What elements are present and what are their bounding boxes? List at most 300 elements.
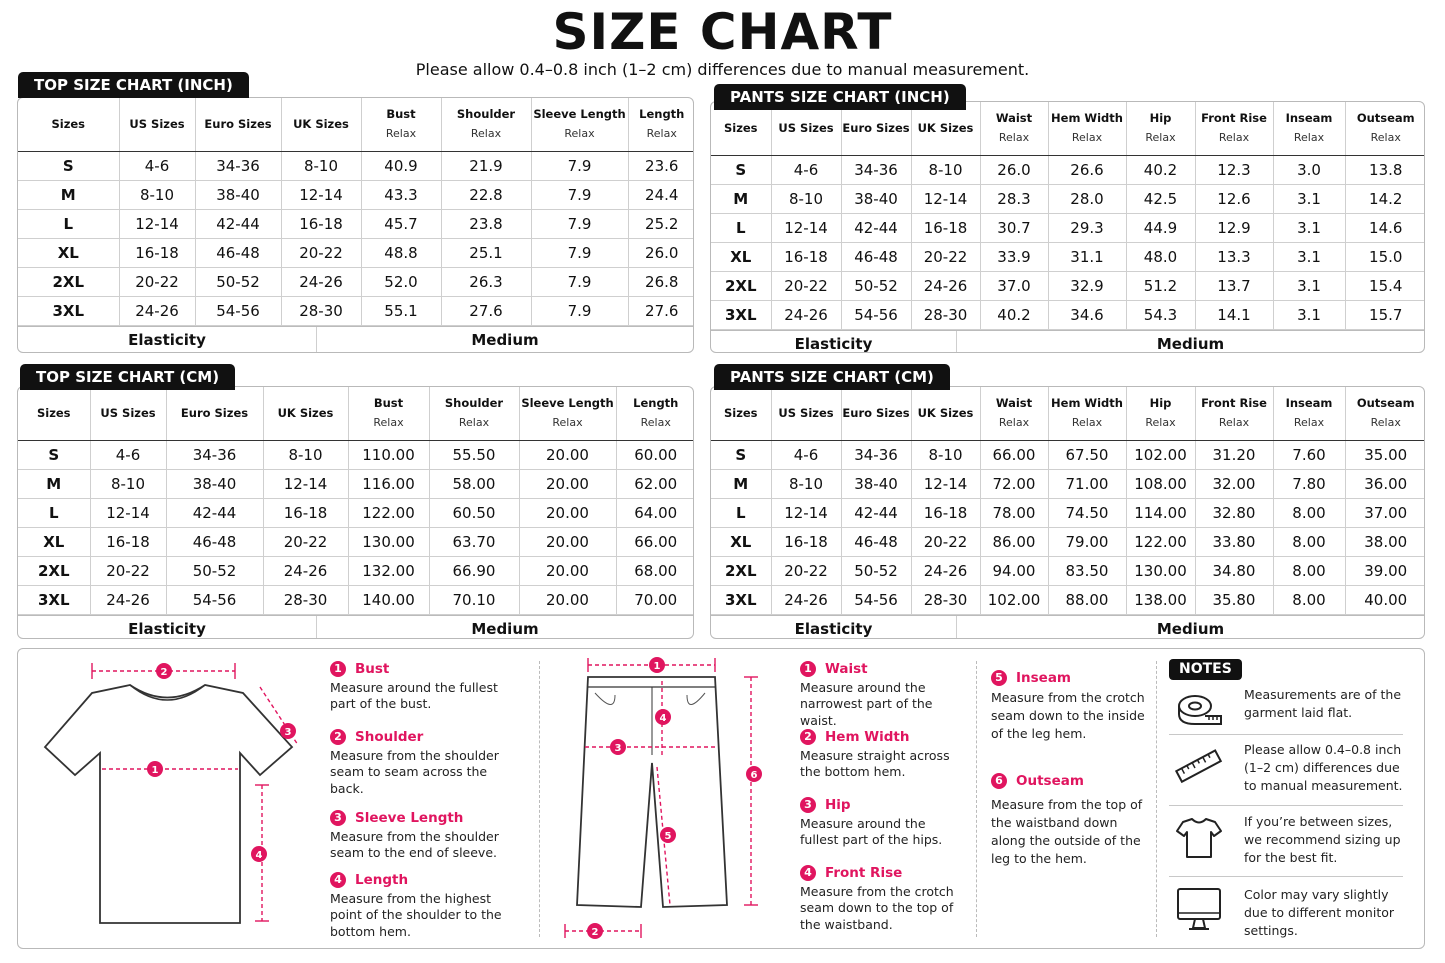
measure-badge-label: 2 [591, 927, 599, 938]
table-cell: 34-36 [195, 151, 281, 180]
column-header-sub: Relax [646, 127, 677, 141]
pants-diagram [555, 655, 765, 945]
column-header [441, 98, 531, 151]
table-cell: 52.0 [361, 267, 441, 296]
column-header [1345, 102, 1425, 155]
column-header-label: Euro Sizes [842, 120, 910, 135]
table-cell: 20-22 [911, 527, 980, 556]
table-cell: XL [18, 527, 90, 556]
measure-title: Shoulder [355, 729, 424, 745]
column-header-label: Front Rise [1201, 111, 1267, 126]
column-header [18, 98, 119, 151]
column-header-label: Hem Width [1051, 111, 1123, 126]
table-cell: 4-6 [90, 440, 166, 469]
table-row [711, 213, 1425, 242]
column-header [166, 387, 263, 440]
top-inch-tab: TOP SIZE CHART (INCH) [18, 72, 249, 98]
table-cell: 7.9 [531, 151, 628, 180]
table-cell: 46-48 [166, 527, 263, 556]
table-cell: 12-14 [90, 498, 166, 527]
measure-badge-label: 4 [659, 713, 667, 724]
table-row [711, 271, 1425, 300]
column-header-label: Bust [386, 107, 416, 122]
column-header-label: Sizes [51, 116, 86, 131]
table-cell: 32.80 [1195, 498, 1273, 527]
measure-title: Sleeve Length [355, 810, 464, 826]
column-header-sub: Relax [564, 127, 595, 141]
table-cell: 15.7 [1345, 300, 1425, 329]
table-cell: 2XL [711, 556, 771, 585]
table-cell: 102.00 [1126, 440, 1195, 469]
table-cell: 8.00 [1273, 498, 1345, 527]
table-cell: 45.7 [361, 209, 441, 238]
table-cell: 13.8 [1345, 155, 1425, 184]
badge: 1 [330, 661, 346, 677]
table-row [18, 440, 694, 469]
table-cell: 43.3 [361, 180, 441, 209]
table-cell: 40.9 [361, 151, 441, 180]
column-header-sub: Relax [640, 416, 671, 430]
divider [1169, 734, 1403, 735]
table-cell: 54-56 [841, 300, 911, 329]
column-header [18, 387, 90, 440]
column-header-sub: Relax [1145, 416, 1176, 430]
column-header-sub: Relax [1071, 131, 1103, 145]
table-cell: 3XL [711, 585, 771, 614]
table-cell: 50-52 [166, 556, 263, 585]
table-row [711, 469, 1425, 498]
column-header-sub: Relax [1370, 416, 1401, 430]
table-cell: 42-44 [195, 209, 281, 238]
note-text: If you’re between sizes, we recommend sizing up for the best fit. [1244, 814, 1401, 865]
table-cell: 8-10 [911, 440, 980, 469]
table-cell: 3.1 [1273, 300, 1345, 329]
table-row [711, 585, 1425, 614]
table-cell: 83.50 [1048, 556, 1126, 585]
table-cell: L [711, 498, 771, 527]
measure-title: Bust [355, 661, 390, 677]
table-cell: 33.9 [980, 242, 1048, 271]
column-header-sub: Relax [385, 127, 417, 141]
divider [976, 661, 977, 937]
table-cell: 38-40 [166, 469, 263, 498]
note-item [1169, 886, 1409, 948]
table-cell: 24-26 [281, 267, 361, 296]
elasticity-value: Medium [1156, 620, 1225, 638]
column-header-label: Hip [1149, 111, 1172, 126]
column-header [1195, 102, 1273, 155]
column-header-sub: Relax [1071, 416, 1103, 430]
table-cell: 8-10 [263, 440, 348, 469]
column-header-label: Outseam [1356, 396, 1415, 411]
table-cell: 34-36 [841, 155, 911, 184]
table-cell: 3.0 [1273, 155, 1345, 184]
elasticity-label: Elasticity [711, 616, 957, 640]
column-header-sub: Relax [1370, 131, 1401, 145]
divider [1169, 876, 1403, 877]
table-header-row [711, 387, 1425, 440]
measure-note-hem-width [800, 729, 960, 781]
table-cell: 38-40 [841, 184, 911, 213]
table-cell: 102.00 [980, 585, 1048, 614]
table-cell: 34.6 [1048, 300, 1126, 329]
table-cell: 20-22 [90, 556, 166, 585]
table-cell: 54.3 [1126, 300, 1195, 329]
table-cell: 140.00 [348, 585, 429, 614]
table-cell: XL [711, 527, 771, 556]
badge: 4 [800, 865, 816, 881]
table-cell: 50-52 [841, 271, 911, 300]
table-cell: 78.00 [980, 498, 1048, 527]
table-cell: L [18, 209, 119, 238]
table-cell: 24-26 [771, 300, 841, 329]
page-subtitle: Please allow 0.4–0.8 inch (1–2 cm) differences due to manual measurement. [415, 60, 1030, 79]
table-cell: 16-18 [263, 498, 348, 527]
table-cell: 68.00 [616, 556, 694, 585]
note-item [1169, 741, 1409, 803]
elasticity-row [18, 326, 693, 354]
column-header [1126, 387, 1195, 440]
measure-note-inseam [991, 669, 1151, 743]
table-cell: 21.9 [441, 151, 531, 180]
table-row [18, 209, 694, 238]
column-header-label: UK Sizes [917, 405, 974, 420]
table-cell: M [18, 180, 119, 209]
table-cell: 4-6 [119, 151, 195, 180]
table-cell: 32.9 [1048, 271, 1126, 300]
table-cell: 42.5 [1126, 184, 1195, 213]
table-cell: 48.8 [361, 238, 441, 267]
table-cell: M [711, 469, 771, 498]
measure-text: Measure from the crotch seam down to the inside of the leg hem. [991, 690, 1145, 741]
table-cell: 130.00 [1126, 556, 1195, 585]
table-cell: 60.50 [429, 498, 519, 527]
table-cell: 16-18 [771, 527, 841, 556]
table-cell: 58.00 [429, 469, 519, 498]
table-cell: 138.00 [1126, 585, 1195, 614]
top-cm-panel [17, 386, 694, 639]
table-cell: L [18, 498, 90, 527]
column-header-label: Inseam [1285, 111, 1333, 126]
table-cell: 24-26 [771, 585, 841, 614]
badge: 5 [991, 670, 1007, 686]
table-cell: 20.00 [519, 498, 616, 527]
table-cell: 20.00 [519, 556, 616, 585]
table-cell: 16-18 [90, 527, 166, 556]
table-cell: 20.00 [519, 527, 616, 556]
table-cell: 60.00 [616, 440, 694, 469]
measure-text: Measure from the highest point of the shoulder to the bottom hem. [330, 890, 502, 939]
column-header-sub: Relax [998, 131, 1030, 145]
table-cell: 3XL [711, 300, 771, 329]
table-cell: 67.50 [1048, 440, 1126, 469]
table-cell: S [18, 440, 90, 469]
table-cell: 63.70 [429, 527, 519, 556]
column-header-label: Sizes [723, 405, 758, 420]
table-cell: 46-48 [841, 527, 911, 556]
note-text: Color may vary slightly due to different monitor settings. [1244, 887, 1395, 938]
table-cell: 12-14 [771, 498, 841, 527]
table-cell: 40.00 [1345, 585, 1425, 614]
table-cell: 114.00 [1126, 498, 1195, 527]
tshirt-outline [45, 685, 292, 923]
column-header [1345, 387, 1425, 440]
table-cell: 74.50 [1048, 498, 1126, 527]
column-header [616, 387, 694, 440]
table-cell: 20.00 [519, 440, 616, 469]
measure-badge-label: 3 [284, 727, 292, 738]
table-row [711, 155, 1425, 184]
table-cell: 34.80 [1195, 556, 1273, 585]
column-header [1048, 387, 1126, 440]
measure-text: Measure from the shoulder seam to the end of sleeve. [330, 828, 499, 860]
table-cell: 20-22 [119, 267, 195, 296]
table-cell: 4-6 [771, 440, 841, 469]
badge: 4 [330, 872, 346, 888]
column-header-label: Euro Sizes [180, 405, 249, 420]
table-cell: 66.00 [980, 440, 1048, 469]
measure-text: Measure straight across the bottom hem. [800, 747, 950, 779]
column-header-sub: Relax [1293, 131, 1325, 145]
ruler-icon [1175, 741, 1223, 789]
elasticity-label: Elasticity [18, 327, 317, 354]
table-cell: 8-10 [771, 469, 841, 498]
measure-text: Measure around the fullest part of the hips. [800, 815, 943, 847]
table-cell: 46-48 [841, 242, 911, 271]
table-cell: 20-22 [911, 242, 980, 271]
column-header-label: Inseam [1285, 396, 1333, 411]
pants-cm-tab: PANTS SIZE CHART (CM) [714, 364, 950, 390]
table-cell: 66.00 [616, 527, 694, 556]
column-header-label: US Sizes [100, 405, 156, 420]
table-cell: 40.2 [980, 300, 1048, 329]
table-cell: 24-26 [263, 556, 348, 585]
table-cell: 34-36 [166, 440, 263, 469]
table-cell: 38.00 [1345, 527, 1425, 556]
measure-text: Measure around the narrowest part of the waist. [800, 679, 933, 728]
column-header-label: UK Sizes [293, 116, 349, 131]
table-cell: 2XL [18, 267, 119, 296]
column-header-sub: Relax [470, 127, 502, 141]
table-cell: 28-30 [911, 585, 980, 614]
measure-note-hip [800, 797, 965, 849]
measure-title: Inseam [1016, 670, 1072, 686]
pants-inch-panel [710, 101, 1425, 353]
table-cell: 38-40 [195, 180, 281, 209]
table-cell: 15.0 [1345, 242, 1425, 271]
column-header-label: Sleeve Length [521, 396, 614, 411]
table-cell: 24-26 [119, 296, 195, 325]
column-header-label: Euro Sizes [204, 116, 272, 131]
table-cell: 24-26 [90, 585, 166, 614]
elasticity-value: Medium [1156, 335, 1225, 353]
table-row [711, 242, 1425, 271]
table-cell: 42-44 [166, 498, 263, 527]
table-cell: 28.0 [1048, 184, 1126, 213]
table-cell: 12.9 [1195, 213, 1273, 242]
table-cell: 3XL [18, 296, 119, 325]
table-cell: 12-14 [119, 209, 195, 238]
note-text: Measurements are of the garment laid flat. [1244, 687, 1402, 720]
table-cell: 48.0 [1126, 242, 1195, 271]
badge: 1 [800, 661, 816, 677]
table-cell: 122.00 [348, 498, 429, 527]
divider [1169, 805, 1403, 806]
table-cell: 35.00 [1345, 440, 1425, 469]
column-header-sub: Relax [1218, 416, 1250, 430]
table-row [18, 527, 694, 556]
column-header-label: UK Sizes [917, 120, 974, 135]
column-header-label: Outseam [1356, 111, 1415, 126]
table-cell: 39.00 [1345, 556, 1425, 585]
column-header-label: US Sizes [778, 405, 834, 420]
page-title: SIZE CHART [552, 3, 893, 61]
note-text: Please allow 0.4–0.8 inch (1–2 cm) differences due to manual measurement. [1244, 742, 1403, 793]
table-cell: 55.1 [361, 296, 441, 325]
column-header-label: Euro Sizes [842, 405, 910, 420]
table-cell: 62.00 [616, 469, 694, 498]
column-header [361, 98, 441, 151]
column-header [1048, 102, 1126, 155]
table-cell: 28-30 [911, 300, 980, 329]
table-cell: S [711, 155, 771, 184]
column-header-label: Hip [1149, 396, 1172, 411]
table-cell: 12-14 [281, 180, 361, 209]
table-cell: 20.00 [519, 469, 616, 498]
table-cell: 3XL [18, 585, 90, 614]
table-cell: 7.9 [531, 238, 628, 267]
column-header-sub: Relax [458, 416, 490, 430]
pants-inch-tab: PANTS SIZE CHART (INCH) [714, 84, 966, 110]
table-cell: 27.6 [628, 296, 694, 325]
table-cell: 7.60 [1273, 440, 1345, 469]
top-cm-table [18, 387, 694, 615]
table-cell: 64.00 [616, 498, 694, 527]
column-header-label: US Sizes [778, 120, 834, 135]
table-cell: 7.9 [531, 180, 628, 209]
table-cell: 46-48 [195, 238, 281, 267]
column-header-label: Front Rise [1201, 396, 1267, 411]
column-header [519, 387, 616, 440]
elasticity-row [18, 615, 693, 640]
table-row [18, 238, 694, 267]
column-header [531, 98, 628, 151]
table-cell: 8.00 [1273, 527, 1345, 556]
table-cell: 94.00 [980, 556, 1048, 585]
table-cell: 24-26 [911, 271, 980, 300]
column-header-label: Hem Width [1051, 396, 1123, 411]
notes-tab: NOTES [1169, 659, 1242, 680]
table-cell: 31.20 [1195, 440, 1273, 469]
table-cell: 12-14 [911, 469, 980, 498]
table-cell: 8-10 [281, 151, 361, 180]
table-cell: 20-22 [281, 238, 361, 267]
table-cell: XL [18, 238, 119, 267]
measure-badge-label: 5 [664, 831, 672, 842]
table-cell: 66.90 [429, 556, 519, 585]
table-cell: 42-44 [841, 498, 911, 527]
table-cell: 50-52 [841, 556, 911, 585]
badge: 2 [800, 729, 816, 745]
column-header [980, 387, 1048, 440]
divider [539, 661, 540, 937]
column-header [841, 387, 911, 440]
top-inch-panel [17, 97, 694, 353]
column-header [195, 98, 281, 151]
elasticity-row [711, 615, 1424, 640]
tshirt-diagram [30, 655, 305, 945]
table-cell: 116.00 [348, 469, 429, 498]
monitor-icon [1175, 886, 1223, 934]
table-cell: 35.80 [1195, 585, 1273, 614]
measure-note-shoulder [330, 729, 505, 797]
column-header-sub: Relax [1293, 416, 1325, 430]
table-cell: 23.6 [628, 151, 694, 180]
badge: 3 [800, 797, 816, 813]
table-row [711, 498, 1425, 527]
table-cell: 8.00 [1273, 556, 1345, 585]
table-cell: 20-22 [263, 527, 348, 556]
table-cell: 28.3 [980, 184, 1048, 213]
column-header [771, 387, 841, 440]
table-cell: 130.00 [348, 527, 429, 556]
elasticity-label: Elasticity [18, 616, 317, 640]
column-header-sub: Relax [1218, 131, 1250, 145]
table-cell: 20-22 [771, 271, 841, 300]
table-cell: 3.1 [1273, 184, 1345, 213]
pants-cm-panel [710, 386, 1425, 639]
table-cell: 70.10 [429, 585, 519, 614]
table-cell: 4-6 [771, 155, 841, 184]
table-cell: 30.7 [980, 213, 1048, 242]
table-cell: 25.1 [441, 238, 531, 267]
table-cell: 79.00 [1048, 527, 1126, 556]
table-cell: 3.1 [1273, 271, 1345, 300]
measure-note-outseam [991, 772, 1146, 868]
column-header-label: Shoulder [456, 107, 516, 122]
measure-text: Measure around the fullest part of the bust. [330, 679, 498, 711]
table-row [18, 267, 694, 296]
measure-title: Length [355, 872, 409, 888]
table-row [18, 296, 694, 325]
measure-text: Measure from the shoulder seam to seam across the back. [330, 747, 499, 796]
table-cell: 26.3 [441, 267, 531, 296]
measure-badge-label: 1 [151, 765, 159, 776]
table-cell: 16-18 [119, 238, 195, 267]
column-header [90, 387, 166, 440]
table-row [18, 151, 694, 180]
table-cell: 14.1 [1195, 300, 1273, 329]
table-cell: 36.00 [1345, 469, 1425, 498]
column-header [1195, 387, 1273, 440]
table-cell: 14.6 [1345, 213, 1425, 242]
table-cell: 88.00 [1048, 585, 1126, 614]
table-cell: 26.0 [980, 155, 1048, 184]
column-header-label: UK Sizes [277, 405, 334, 420]
table-cell: 26.0 [628, 238, 694, 267]
divider [1156, 661, 1157, 937]
measure-badge-label: 2 [160, 667, 168, 678]
table-cell: 86.00 [980, 527, 1048, 556]
table-cell: 7.9 [531, 267, 628, 296]
table-cell: 122.00 [1126, 527, 1195, 556]
measure-badge-label: 3 [614, 743, 622, 754]
table-cell: L [711, 213, 771, 242]
table-cell: 8-10 [119, 180, 195, 209]
column-header-label: Bust [373, 396, 404, 411]
column-header-label: Length [633, 396, 679, 411]
column-header-label: Waist [995, 111, 1033, 126]
